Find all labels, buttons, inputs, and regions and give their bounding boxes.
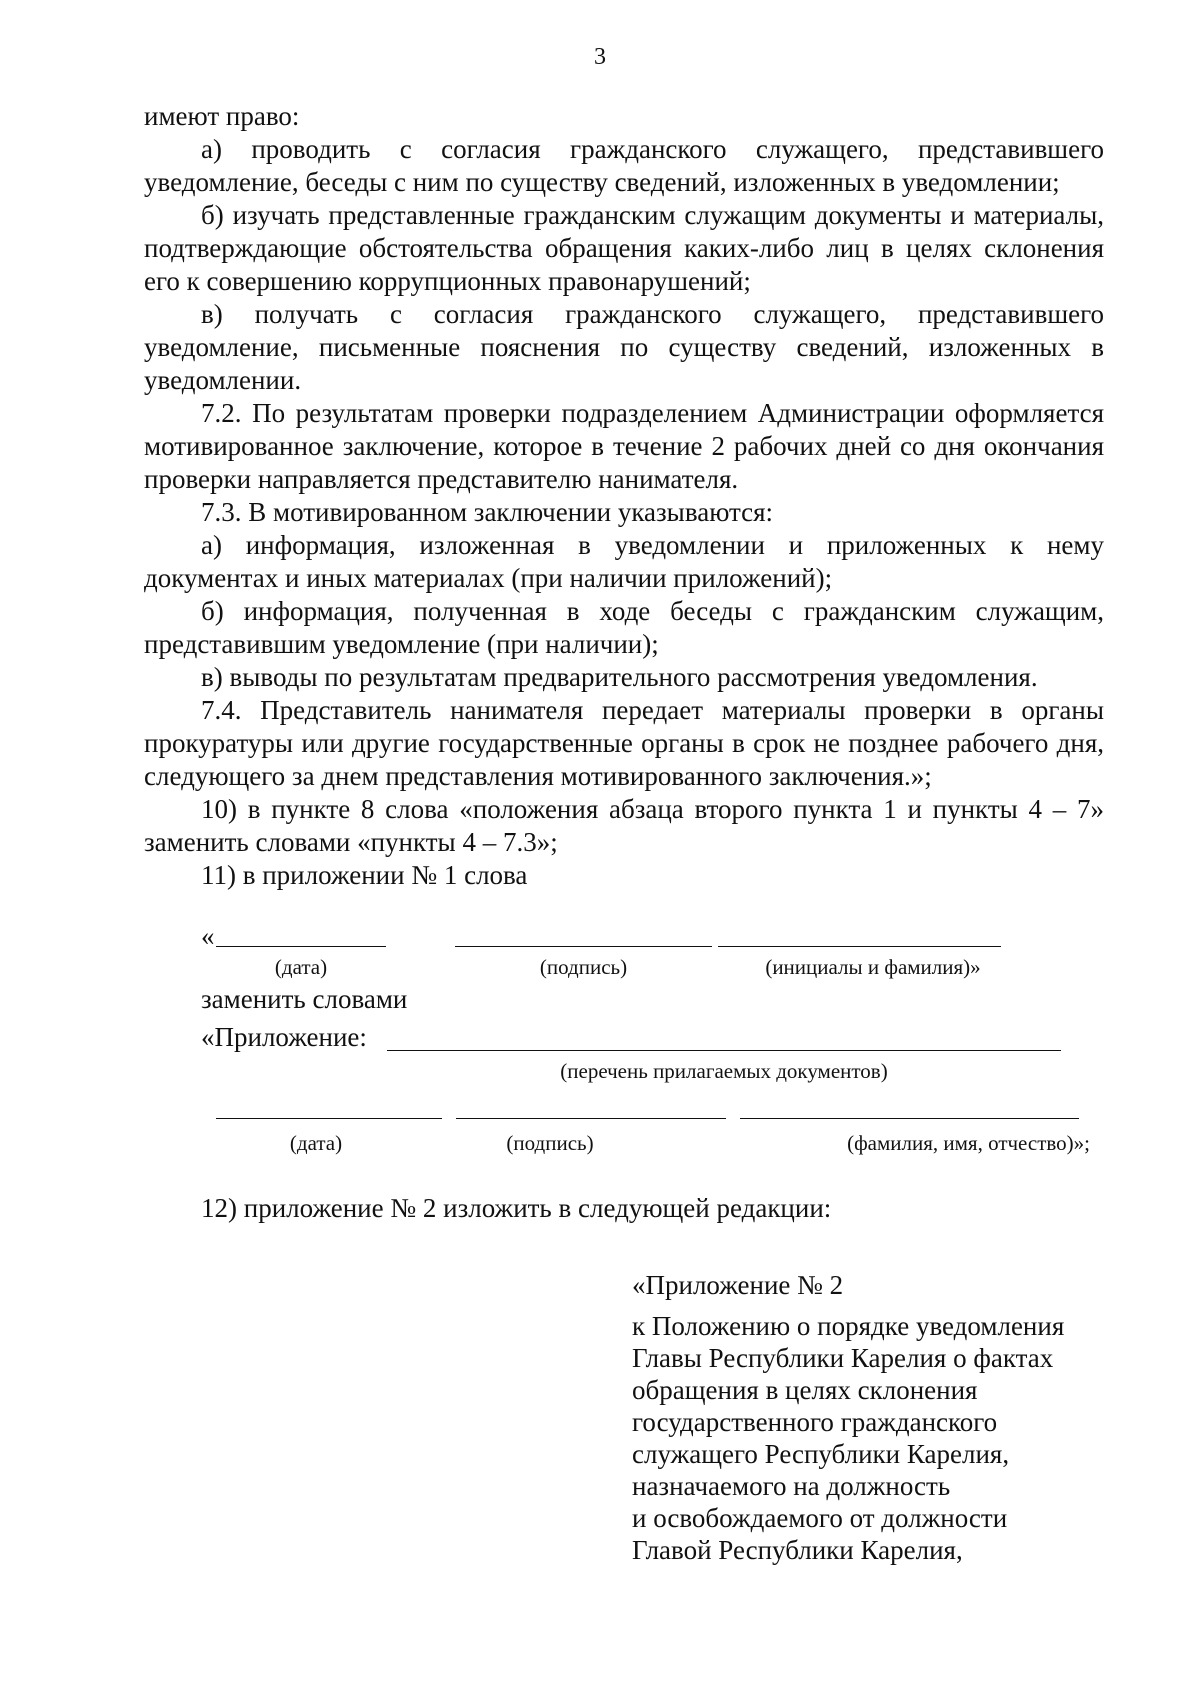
attachment-label: «Приложение: xyxy=(201,1022,367,1052)
appendix-line: назначаемого на должность xyxy=(632,1471,951,1501)
paragraph-7-2: 7.2. По результатам проверки подразделением Администрации оформляется мотивированное заключение, которое в течение 2 рабочих дней со дня окончания проверки направляется представителю нанимателя. xyxy=(144,398,1104,494)
new-signature-line xyxy=(456,1118,726,1119)
paragraph-12: 12) приложение № 2 изложить в следующей редакции: xyxy=(201,1193,832,1223)
paragraph-7-3: 7.3. В мотивированном заключении указываются: xyxy=(201,497,774,527)
paragraph-item-v: в) получать с согласия гражданского служащего, представившего уведомление, письменные пояснения по существу сведений, изложенных в уведомлении. xyxy=(144,299,1104,395)
paragraph-intro: имеют право: xyxy=(144,101,300,131)
paragraph-7-3-v: в) выводы по результатам предварительного рассмотрения уведомления. xyxy=(201,662,1038,692)
appendix-line: служащего Республики Карелия, xyxy=(632,1439,1010,1469)
appendix-line: Главой Республики Карелия, xyxy=(632,1535,963,1565)
open-quote: « xyxy=(201,921,215,951)
old-date-caption: (дата) xyxy=(274,955,328,979)
new-name-caption: (фамилия, имя, отчество)»; xyxy=(847,1131,1090,1155)
attachment-caption: (перечень прилагаемых документов) xyxy=(560,1059,888,1083)
paragraph-7-3-b: б) информация, полученная в ходе беседы с гражданским служащим, представившим уведомление (при наличии); xyxy=(144,596,1104,659)
appendix-line: к Положению о порядке уведомления xyxy=(632,1311,1065,1341)
old-name-line xyxy=(718,946,1001,947)
paragraph-item-b: б) изучать представленные гражданским служащим документы и материалы, подтверждающие обстоятельства обращения каких-либо лиц в целях склонения его к совершению коррупционных правонарушений; xyxy=(144,200,1104,296)
old-date-line xyxy=(216,946,386,947)
appendix-title: «Приложение № 2 xyxy=(632,1270,844,1300)
appendix-heading xyxy=(632,1269,1112,1566)
new-date-line xyxy=(216,1118,442,1119)
paragraph-item-a: а) проводить с согласия гражданского служащего, представившего уведомление, беседы с ним по существу сведений, изложенных в уведомлении; xyxy=(144,134,1104,197)
new-signature-caption: (подпись) xyxy=(506,1131,594,1155)
paragraph-10: 10) в пункте 8 слова «положения абзаца второго пункта 1 и пункты 4 – 7» заменить словами «пункты 4 – 7.3»; xyxy=(144,794,1104,857)
paragraph-7-3-a: а) информация, изложенная в уведомлении и приложенных к нему документах и иных материалах (при наличии приложений); xyxy=(144,530,1104,593)
appendix-line: обращения в целях склонения xyxy=(632,1375,978,1405)
old-signature-caption: (подпись) xyxy=(539,955,628,979)
old-name-caption: (инициалы и фамилия)» xyxy=(765,955,981,979)
page-number: 3 xyxy=(594,44,606,70)
paragraph-11: 11) в приложении № 1 слова xyxy=(201,860,528,890)
appendix-line: Главы Республики Карелия о фактах xyxy=(632,1343,1054,1373)
appendix-line: и освобождаемого от должности xyxy=(632,1503,1008,1533)
old-signature-line xyxy=(455,946,712,947)
document-body xyxy=(144,100,1104,892)
replace-words: заменить словами xyxy=(201,984,408,1014)
new-name-line xyxy=(740,1118,1079,1119)
appendix-line: государственного гражданского xyxy=(632,1407,998,1437)
attachment-line xyxy=(387,1050,1061,1051)
new-date-caption: (дата) xyxy=(289,1131,343,1155)
paragraph-7-4: 7.4. Представитель нанимателя передает материалы проверки в органы прокуратуры или другие государственные органы в срок не позднее рабочего дня, следующего за днем представления мотивированного заключения.»; xyxy=(144,695,1104,791)
